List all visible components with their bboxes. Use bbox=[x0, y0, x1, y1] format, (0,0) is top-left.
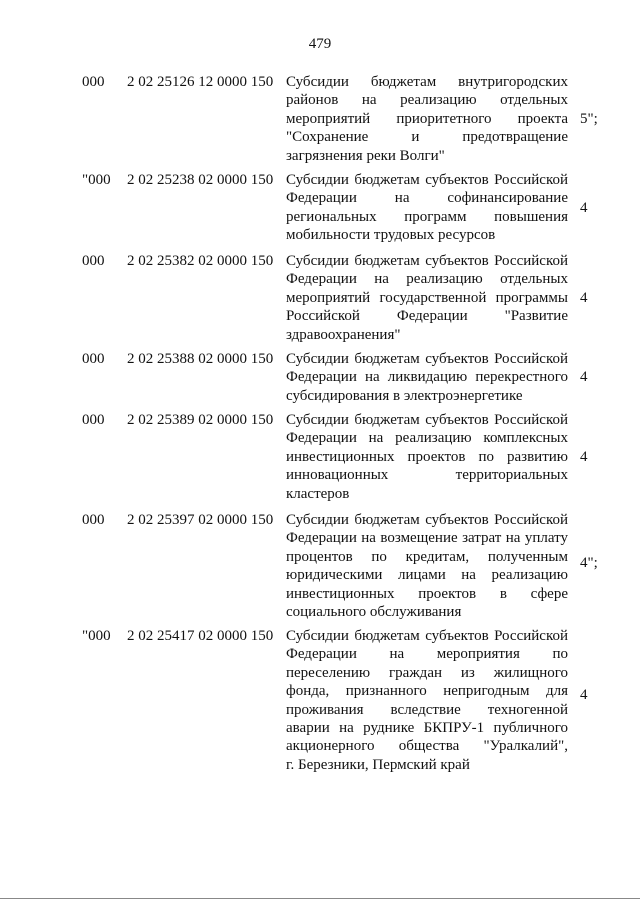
description-line: мобильности трудовых ресурсов bbox=[286, 227, 496, 244]
budget-classification-code: 2 02 25417 02 0000 150 bbox=[127, 628, 274, 644]
description-line: Федерации на мероприятия по bbox=[286, 646, 568, 663]
income-description bbox=[286, 252, 568, 344]
norm-percent: 4 bbox=[580, 290, 588, 306]
description-line: Российской Федерации "Развитие bbox=[286, 308, 568, 325]
income-description bbox=[286, 627, 568, 774]
income-description bbox=[286, 171, 568, 245]
budget-classification-code: 2 02 25397 02 0000 150 bbox=[127, 512, 274, 528]
description-line: мероприятий государственной программы bbox=[286, 289, 568, 306]
description-line: Субсидии бюджетам внутригородских bbox=[286, 74, 568, 90]
norm-percent: 4 bbox=[580, 449, 588, 465]
description-line: Федерации на софинансирование bbox=[286, 190, 568, 207]
description-line: Субсидии бюджетам субъектов Российской bbox=[286, 172, 568, 188]
description-line: переселению граждан из жилищного bbox=[286, 664, 568, 681]
admin-code: "000 bbox=[82, 628, 111, 644]
description-line: социального обслуживания bbox=[286, 603, 462, 620]
description-line: Субсидии бюджетам субъектов Российской bbox=[286, 512, 568, 528]
budget-classification-code: 2 02 25382 02 0000 150 bbox=[127, 253, 274, 269]
description-line: проживания вследствие техногенной bbox=[286, 701, 568, 718]
budget-classification-code: 2 02 25238 02 0000 150 bbox=[127, 172, 274, 188]
footer-divider bbox=[0, 898, 640, 899]
budget-classification-code: 2 02 25126 12 0000 150 bbox=[127, 74, 274, 90]
description-line: кластеров bbox=[286, 485, 350, 502]
income-description bbox=[286, 350, 568, 405]
description-line: районов на реализацию отдельных bbox=[286, 92, 568, 109]
description-line: аварии на руднике БКПРУ-1 публичного bbox=[286, 719, 568, 736]
description-line: Субсидии бюджетам субъектов Российской bbox=[286, 351, 568, 367]
description-line: процентов по кредитам, полученным bbox=[286, 548, 568, 565]
description-line: инновационных территориальных bbox=[286, 467, 568, 484]
description-line: Субсидии бюджетам субъектов Российской bbox=[286, 412, 568, 428]
norm-percent: 4 bbox=[580, 687, 588, 703]
admin-code: 000 bbox=[82, 351, 105, 367]
income-description bbox=[286, 511, 568, 621]
description-line: акционерного общества "Уралкалий", bbox=[286, 738, 568, 755]
description-line: мероприятий приоритетного проекта bbox=[286, 110, 568, 127]
description-line: юридическими лицами на реализацию bbox=[286, 567, 568, 584]
description-line: г. Березники, Пермский край bbox=[286, 756, 470, 773]
norm-percent: 4 bbox=[580, 200, 588, 216]
income-description bbox=[286, 73, 568, 165]
income-description bbox=[286, 411, 568, 503]
description-line: субсидирования в электроэнергетике bbox=[286, 387, 523, 404]
description-line: фонда, признанного непригодным для bbox=[286, 683, 568, 700]
norm-percent: 5"; bbox=[580, 111, 598, 127]
page-number: 479 bbox=[308, 36, 332, 52]
admin-code: 000 bbox=[82, 412, 105, 428]
description-line: Субсидии бюджетам субъектов Российской bbox=[286, 253, 568, 269]
norm-percent: 4 bbox=[580, 369, 588, 385]
description-line: "Сохранение и предотвращение bbox=[286, 129, 568, 146]
admin-code: 000 bbox=[82, 74, 105, 90]
description-line: Федерации на возмещение затрат на уплату bbox=[286, 530, 568, 547]
admin-code: "000 bbox=[82, 172, 111, 188]
admin-code: 000 bbox=[82, 253, 105, 269]
admin-code: 000 bbox=[82, 512, 105, 528]
description-line: загрязнения реки Волги" bbox=[286, 147, 445, 164]
description-line: здравоохранения" bbox=[286, 326, 401, 343]
description-line: Федерации на реализацию комплексных bbox=[286, 430, 568, 447]
description-line: инвестиционных проектов в сфере bbox=[286, 585, 568, 602]
description-line: региональных программ повышения bbox=[286, 208, 568, 225]
description-line: инвестиционных проектов по развитию bbox=[286, 448, 568, 465]
norm-percent: 4"; bbox=[580, 555, 598, 571]
description-line: Федерации на ликвидацию перекрестного bbox=[286, 369, 568, 386]
budget-classification-code: 2 02 25389 02 0000 150 bbox=[127, 412, 274, 428]
description-line: Федерации на реализацию отдельных bbox=[286, 271, 568, 288]
budget-classification-code: 2 02 25388 02 0000 150 bbox=[127, 351, 274, 367]
description-line: Субсидии бюджетам субъектов Российской bbox=[286, 628, 568, 644]
